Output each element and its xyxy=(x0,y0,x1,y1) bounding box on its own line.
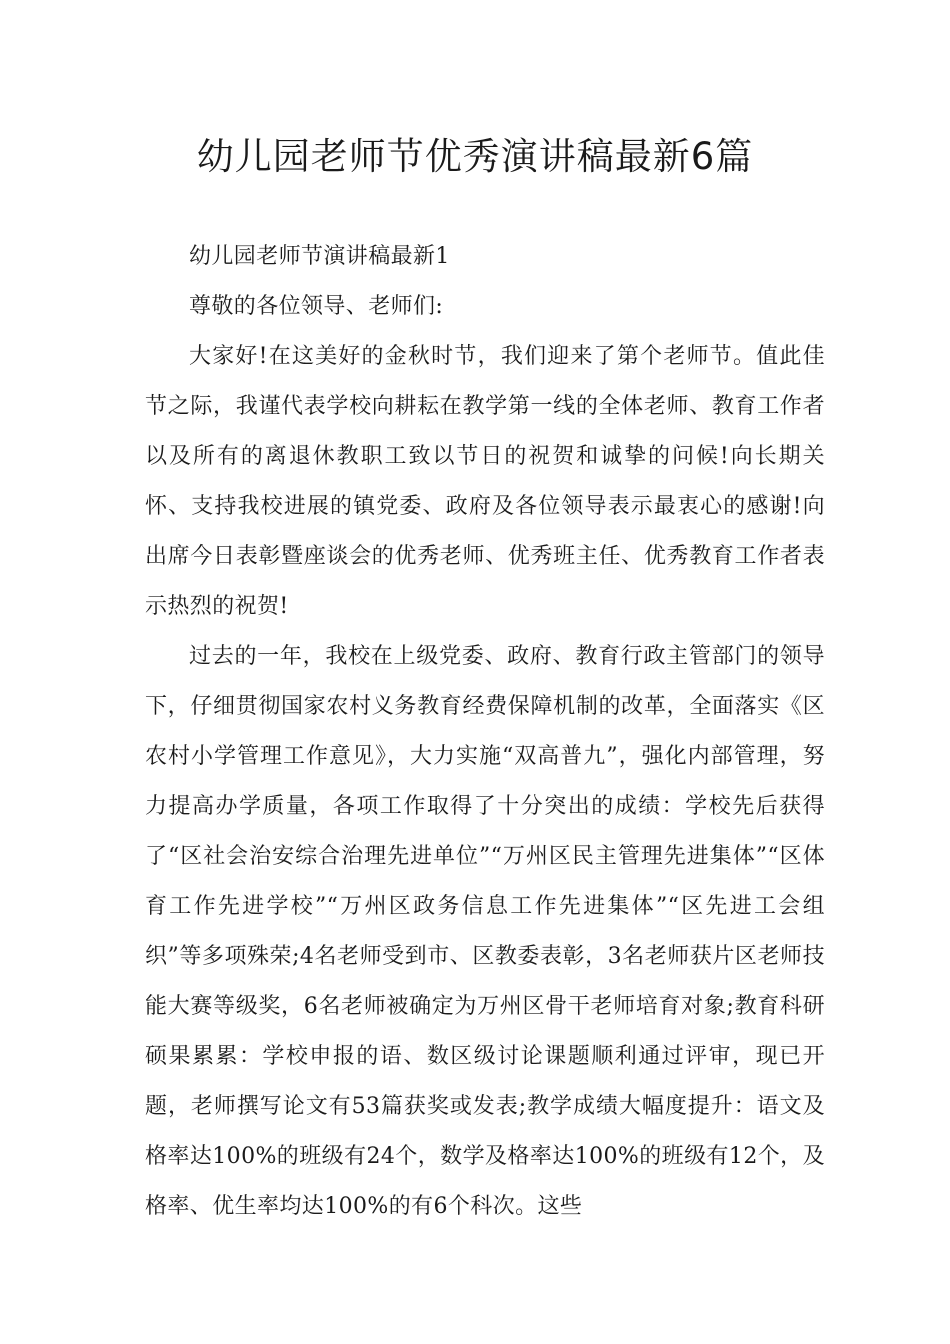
document-body xyxy=(145,232,825,1232)
salutation: 尊敬的各位领导、老师们: xyxy=(189,294,444,319)
section-heading: 幼儿园老师节演讲稿最新1 xyxy=(189,244,450,269)
body-paragraph: 大家好!在这美好的金秋时节，我们迎来了第个老师节。值此佳节之际，我谨代表学校向耕耘在教学第一线的全体老师、教育工作者以及所有的离退休教职工致以节日的祝贺和诚挚的问候!向长期关怀、支持我校进展的镇党委、政府及各位领导表示最衷心的感谢!向出席今日表彰暨座谈会的优秀老师、优秀班主任、优秀教育工作者表示热烈的祝贺! xyxy=(145,344,825,619)
document-title: 幼儿园老师节优秀演讲稿最新6篇 xyxy=(196,135,754,178)
body-paragraph: 过去的一年，我校在上级党委、政府、教育行政主管部门的领导下，仔细贯彻国家农村义务教育经费保障机制的改革，全面落实《区农村小学管理工作意见》，大力实施“双高普九”，强化内部管理，努力提高办学质量，各项工作取得了十分突出的成绩：学校先后获得了“区社会治安综合治理先进单位”“万州区民主管理先进集体”“区体育工作先进学校”“万州区政务信息工作先进集体”“区先进工会组织”等多项殊荣;4名老师受到市、区教委表彰，3名老师获片区老师技能大赛等级奖，6名老师被确定为万州区骨干老师培育对象;教育科研硕果累累：学校申报的语、数区级讨论课题顺利通过评审，现已开题，老师撰写论文有53篇获奖或发表;教学成绩大幅度提升：语文及格率达100%的班级有24个，数学及格率达100%的班级有12个，及格率、优生率均达100%的有6个科次。这些 xyxy=(145,644,825,1219)
